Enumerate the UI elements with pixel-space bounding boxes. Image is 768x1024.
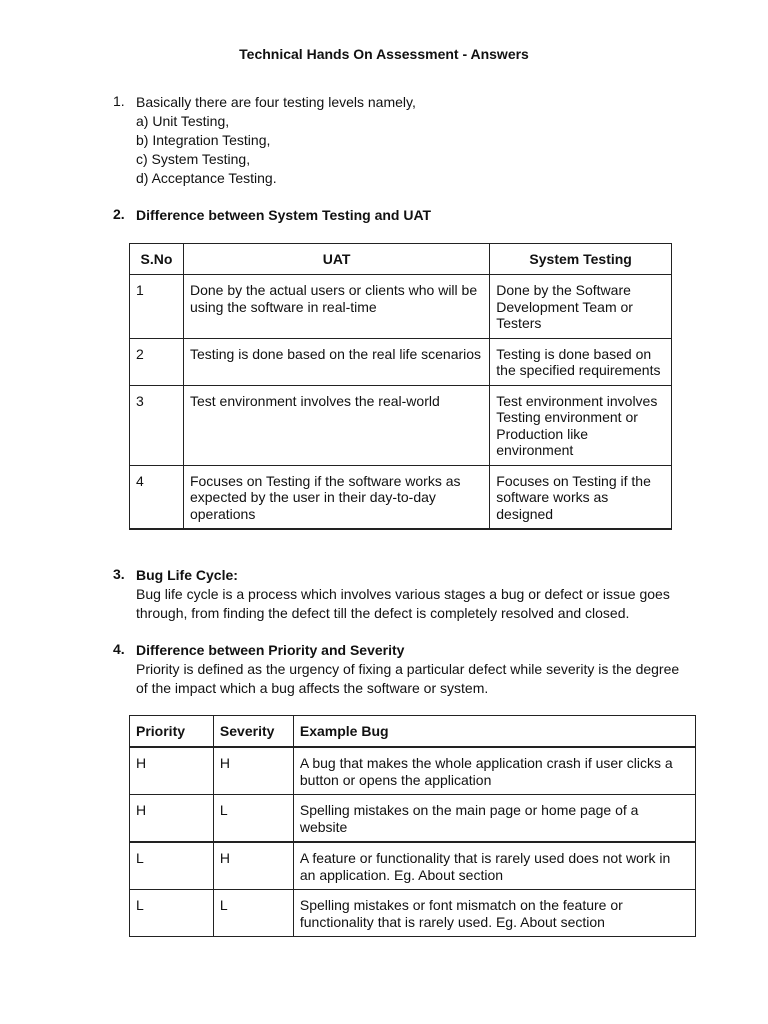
uat-comparison-table [129,243,672,530]
table-row [130,842,696,890]
priority-severity-table [129,715,696,937]
cell-example-bug: Spelling mistakes on the main page or home page of a website [293,795,695,843]
cell-example-bug: A bug that makes the whole application crash if user clicks a button or opens the application [293,747,695,795]
q2-number: 2. [113,206,125,222]
q1-intro: Basically there are four testing levels namely, [136,94,416,110]
cell-severity: H [213,842,293,890]
q4-number: 4. [113,641,125,657]
cell-uat: Test environment involves the real-world [183,385,489,465]
table-row [130,338,672,385]
q1-item-c: c) System Testing, [136,151,251,167]
page-title: Technical Hands On Assessment - Answers [239,46,529,62]
cell-sno: 2 [130,338,184,385]
cell-system-testing: Done by the Software Development Team or Testers [490,275,672,339]
q1-item-d: d) Acceptance Testing. [136,170,277,186]
q3-text: Bug life cycle is a process which involves various stages a bug or defect or issue goes through, from finding the defect till the defect is completely resolved and closed. [136,586,670,621]
table-row [130,890,696,937]
q1-number: 1. [113,93,125,109]
table-row [130,747,696,795]
cell-system-testing: Test environment involves Testing environment or Production like environment [490,385,672,465]
cell-severity: H [213,747,293,795]
q1-answer [136,93,416,188]
header-uat: UAT [183,244,489,275]
cell-system-testing: Testing is done based on the specified requirements [490,338,672,385]
q3-answer [136,566,676,623]
q3-heading: Bug Life Cycle: [136,567,238,583]
header-example-bug: Example Bug [293,716,695,748]
table-row [130,465,672,529]
cell-uat: Testing is done based on the real life scenarios [183,338,489,385]
header-system-testing: System Testing [490,244,672,275]
cell-severity: L [213,890,293,937]
table-row [130,385,672,465]
q4-answer [136,641,681,698]
cell-sno: 1 [130,275,184,339]
cell-sno: 3 [130,385,184,465]
table-row [130,275,672,339]
cell-priority: H [130,795,214,843]
q1-item-b: b) Integration Testing, [136,132,271,148]
cell-priority: H [130,747,214,795]
q4-heading: Difference between Priority and Severity [136,642,405,658]
cell-system-testing: Focuses on Testing if the software works as designed [490,465,672,529]
cell-severity: L [213,795,293,843]
cell-uat: Focuses on Testing if the software works as expected by the user in their day-to-day operations [183,465,489,529]
q1-item-a: a) Unit Testing, [136,113,230,129]
cell-priority: L [130,890,214,937]
header-severity: Severity [213,716,293,748]
cell-example-bug: Spelling mistakes or font mismatch on the feature or functionality that is rarely used. Eg. About section [293,890,695,937]
table-row [130,795,696,843]
table-header-row [130,716,696,748]
q2-heading: Difference between System Testing and UAT [136,207,432,223]
header-priority: Priority [130,716,214,748]
cell-sno: 4 [130,465,184,529]
q4-text: Priority is defined as the urgency of fixing a particular defect while severity is the degree of the impact which a bug affects the software or system. [136,661,680,696]
cell-priority: L [130,842,214,890]
cell-uat: Done by the actual users or clients who will be using the software in real-time [183,275,489,339]
table-header-row [130,244,672,275]
header-sno: S.No [130,244,184,275]
q3-number: 3. [113,566,125,582]
cell-example-bug: A feature or functionality that is rarely used does not work in an application. Eg. About section [293,842,695,890]
